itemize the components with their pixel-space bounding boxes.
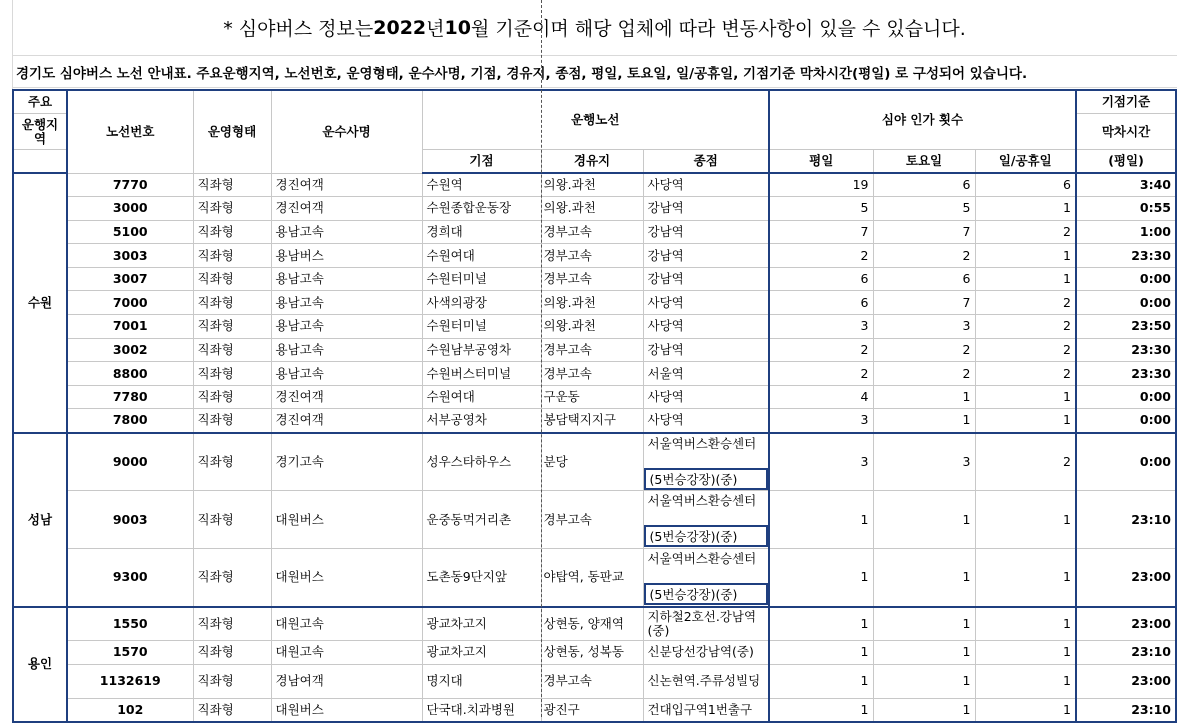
via-point: 경부고속 xyxy=(541,491,643,549)
operation-type: 직좌형 xyxy=(193,385,271,409)
company-name: 경진여객 xyxy=(271,197,422,221)
via-point: 경부고속 xyxy=(541,338,643,362)
operation-type: 직좌형 xyxy=(193,267,271,291)
saturday-count: 1 xyxy=(873,409,975,433)
company-name: 용남고속 xyxy=(271,220,422,244)
holiday-count: 1 xyxy=(975,549,1076,607)
route-number: 9000 xyxy=(67,433,193,491)
operation-type: 직좌형 xyxy=(193,291,271,315)
company-name: 대원버스 xyxy=(271,549,422,607)
company-name: 경진여객 xyxy=(271,385,422,409)
saturday-count: 1 xyxy=(873,607,975,641)
table-row xyxy=(13,409,1176,433)
weekday-count: 5 xyxy=(769,197,873,221)
route-number: 7800 xyxy=(67,409,193,433)
saturday-count: 2 xyxy=(873,338,975,362)
start-point: 수원종합운동장 xyxy=(422,197,541,221)
last-bus-time: 1:00 xyxy=(1076,220,1176,244)
header-holiday: 일/공휴일 xyxy=(975,150,1076,174)
end-point-platform: (5번승강장)(중) xyxy=(644,525,769,547)
operation-type: 직좌형 xyxy=(193,315,271,339)
via-point: 광진구 xyxy=(541,698,643,722)
via-point: 경부고속 xyxy=(541,362,643,386)
company-name: 대원고속 xyxy=(271,641,422,665)
saturday-count: 5 xyxy=(873,197,975,221)
via-point: 의왕.과천 xyxy=(541,315,643,339)
table-row xyxy=(13,173,1176,197)
weekday-count: 4 xyxy=(769,385,873,409)
start-point: 수원터미널 xyxy=(422,315,541,339)
weekday-count: 6 xyxy=(769,267,873,291)
route-number: 7770 xyxy=(67,173,193,197)
company-name: 경진여객 xyxy=(271,173,422,197)
holiday-count: 1 xyxy=(975,197,1076,221)
holiday-count: 1 xyxy=(975,385,1076,409)
table-row xyxy=(13,197,1176,221)
table-row xyxy=(13,491,1176,549)
table-row xyxy=(13,338,1176,362)
end-point: 강남역 xyxy=(643,267,769,291)
saturday-count: 2 xyxy=(873,244,975,268)
operation-type: 직좌형 xyxy=(193,433,271,491)
weekday-count: 1 xyxy=(769,641,873,665)
last-bus-time: 23:10 xyxy=(1076,641,1176,665)
region-cell: 성남 xyxy=(13,433,67,607)
table-row xyxy=(13,362,1176,386)
weekday-count: 19 xyxy=(769,173,873,197)
operation-type: 직좌형 xyxy=(193,664,271,698)
holiday-count: 2 xyxy=(975,433,1076,491)
holiday-count: 1 xyxy=(975,244,1076,268)
via-point: 상현동, 양재역 xyxy=(541,607,643,641)
weekday-count: 1 xyxy=(769,549,873,607)
weekday-count: 7 xyxy=(769,220,873,244)
holiday-count: 6 xyxy=(975,173,1076,197)
last-bus-time: 0:00 xyxy=(1076,385,1176,409)
end-point xyxy=(643,433,769,491)
via-point: 경부고속 xyxy=(541,267,643,291)
company-name: 경진여객 xyxy=(271,409,422,433)
end-point: 사당역 xyxy=(643,409,769,433)
holiday-count: 1 xyxy=(975,664,1076,698)
operation-type: 직좌형 xyxy=(193,362,271,386)
last-bus-time: 0:00 xyxy=(1076,433,1176,491)
notice-prefix: * 심야버스 정보는 xyxy=(223,18,374,40)
route-number: 3007 xyxy=(67,267,193,291)
header-company: 운수사명 xyxy=(271,90,422,173)
holiday-count: 2 xyxy=(975,315,1076,339)
weekday-count: 2 xyxy=(769,362,873,386)
header-last-mid: 막차시간 xyxy=(1076,114,1176,150)
holiday-count: 2 xyxy=(975,338,1076,362)
via-point: 야탑역, 동판교 xyxy=(541,549,643,607)
header-op-type: 운영형태 xyxy=(193,90,271,173)
weekday-count: 2 xyxy=(769,338,873,362)
via-point: 경부고속 xyxy=(541,664,643,698)
start-point: 수원역 xyxy=(422,173,541,197)
holiday-count: 1 xyxy=(975,267,1076,291)
start-point: 수원터미널 xyxy=(422,267,541,291)
route-number: 3002 xyxy=(67,338,193,362)
company-name: 대원버스 xyxy=(271,698,422,722)
via-point: 의왕.과천 xyxy=(541,173,643,197)
table-row xyxy=(13,641,1176,665)
end-point: 건대입구역1번출구 xyxy=(643,698,769,722)
via-point: 의왕.과천 xyxy=(541,197,643,221)
header-last-top: 기점기준 xyxy=(1076,90,1176,114)
last-bus-time: 0:55 xyxy=(1076,197,1176,221)
saturday-count: 7 xyxy=(873,291,975,315)
end-point: 사당역 xyxy=(643,385,769,409)
header-route: 운행노선 xyxy=(422,90,769,150)
table-row xyxy=(13,607,1176,641)
start-point: 광교차고지 xyxy=(422,607,541,641)
header-region: 운행지역 xyxy=(13,114,67,150)
start-point: 명지대 xyxy=(422,664,541,698)
operation-type: 직좌형 xyxy=(193,244,271,268)
last-bus-time: 0:00 xyxy=(1076,409,1176,433)
start-point: 광교차고지 xyxy=(422,641,541,665)
end-point: 사당역 xyxy=(643,291,769,315)
last-bus-time: 23:10 xyxy=(1076,491,1176,549)
start-point: 성우스타하우스 xyxy=(422,433,541,491)
saturday-count: 6 xyxy=(873,267,975,291)
operation-type: 직좌형 xyxy=(193,338,271,362)
last-bus-time: 23:30 xyxy=(1076,362,1176,386)
weekday-count: 6 xyxy=(769,291,873,315)
holiday-count: 1 xyxy=(975,607,1076,641)
holiday-count: 2 xyxy=(975,291,1076,315)
saturday-count: 2 xyxy=(873,362,975,386)
start-point: 수원남부공영차 xyxy=(422,338,541,362)
last-bus-time: 23:10 xyxy=(1076,698,1176,722)
last-bus-time: 23:50 xyxy=(1076,315,1176,339)
end-point-main: 서울역버스환승센터 xyxy=(647,435,757,451)
operation-type: 직좌형 xyxy=(193,698,271,722)
page-break-line xyxy=(541,0,542,717)
end-point: 강남역 xyxy=(643,197,769,221)
company-name: 용남버스 xyxy=(271,244,422,268)
weekday-count: 1 xyxy=(769,698,873,722)
start-point: 사색의광장 xyxy=(422,291,541,315)
weekday-count: 1 xyxy=(769,607,873,641)
table-row xyxy=(13,433,1176,491)
operation-type: 직좌형 xyxy=(193,491,271,549)
end-point: 사당역 xyxy=(643,173,769,197)
end-point: 지하철2호선.강남역(중) xyxy=(643,607,769,641)
end-point: 강남역 xyxy=(643,220,769,244)
region-cell: 수원 xyxy=(13,173,67,433)
operation-type: 직좌형 xyxy=(193,549,271,607)
header-region-bottom xyxy=(13,150,67,174)
operation-type: 직좌형 xyxy=(193,409,271,433)
operation-type: 직좌형 xyxy=(193,173,271,197)
table-row xyxy=(13,549,1176,607)
saturday-count: 1 xyxy=(873,664,975,698)
region-cell: 용인 xyxy=(13,607,67,722)
start-point: 수원버스터미널 xyxy=(422,362,541,386)
last-bus-time: 23:30 xyxy=(1076,338,1176,362)
saturday-count: 6 xyxy=(873,173,975,197)
via-point: 상현동, 성복동 xyxy=(541,641,643,665)
last-bus-time: 23:00 xyxy=(1076,549,1176,607)
table-row xyxy=(13,267,1176,291)
last-bus-time: 0:00 xyxy=(1076,267,1176,291)
end-point: 강남역 xyxy=(643,338,769,362)
header-start: 기점 xyxy=(422,150,541,174)
start-point: 수원여대 xyxy=(422,385,541,409)
weekday-count: 3 xyxy=(769,409,873,433)
night-bus-table xyxy=(12,89,1177,723)
weekday-count: 1 xyxy=(769,664,873,698)
holiday-count: 2 xyxy=(975,362,1076,386)
header-via: 경유지 xyxy=(541,150,643,174)
company-name: 경기고속 xyxy=(271,433,422,491)
company-name: 경남여객 xyxy=(271,664,422,698)
route-number: 8800 xyxy=(67,362,193,386)
via-point: 경부고속 xyxy=(541,220,643,244)
route-number: 3000 xyxy=(67,197,193,221)
operation-type: 직좌형 xyxy=(193,641,271,665)
table-row xyxy=(13,220,1176,244)
notice-banner xyxy=(12,0,1177,56)
operation-type: 직좌형 xyxy=(193,197,271,221)
operation-type: 직좌형 xyxy=(193,607,271,641)
header-route-no: 노선번호 xyxy=(67,90,193,173)
last-bus-time: 23:30 xyxy=(1076,244,1176,268)
table-row xyxy=(13,315,1176,339)
saturday-count: 1 xyxy=(873,549,975,607)
table-row xyxy=(13,244,1176,268)
via-point: 경부고속 xyxy=(541,244,643,268)
saturday-count: 3 xyxy=(873,315,975,339)
via-point: 구운동 xyxy=(541,385,643,409)
route-number: 5100 xyxy=(67,220,193,244)
header-region-top: 주요 xyxy=(13,90,67,114)
end-point: 강남역 xyxy=(643,244,769,268)
holiday-count: 1 xyxy=(975,409,1076,433)
table-row xyxy=(13,664,1176,698)
saturday-count: 7 xyxy=(873,220,975,244)
header-weekday: 평일 xyxy=(769,150,873,174)
header-counts: 심야 인가 횟수 xyxy=(769,90,1076,150)
start-point: 도촌동9단지앞 xyxy=(422,549,541,607)
last-bus-time: 3:40 xyxy=(1076,173,1176,197)
company-name: 용남고속 xyxy=(271,291,422,315)
notice-suffix: 월 기준이며 해당 업체에 따라 변동사항이 있을 수 있습니다. xyxy=(470,18,966,40)
end-point-platform: (5번승강장)(중) xyxy=(644,583,769,605)
saturday-count: 3 xyxy=(873,433,975,491)
route-number: 102 xyxy=(67,698,193,722)
table-description: 경기도 심야버스 노선 안내표. 주요운행지역, 노선번호, 운영형태, 운수사명, 기점, 경유지, 종점, 평일, 토요일, 일/공휴일, 기점기준 막차시간(평일) 로 구성되어 있습니다. xyxy=(12,56,1177,88)
via-point: 의왕.과천 xyxy=(541,291,643,315)
holiday-count: 1 xyxy=(975,698,1076,722)
company-name: 용남고속 xyxy=(271,267,422,291)
holiday-count: 2 xyxy=(975,220,1076,244)
route-number: 9300 xyxy=(67,549,193,607)
route-number: 1550 xyxy=(67,607,193,641)
route-number: 7001 xyxy=(67,315,193,339)
end-point: 사당역 xyxy=(643,315,769,339)
route-number: 9003 xyxy=(67,491,193,549)
route-number: 1132619 xyxy=(67,664,193,698)
header-saturday: 토요일 xyxy=(873,150,975,174)
route-number: 7780 xyxy=(67,385,193,409)
company-name: 용남고속 xyxy=(271,315,422,339)
route-number: 7000 xyxy=(67,291,193,315)
route-number: 1570 xyxy=(67,641,193,665)
weekday-count: 3 xyxy=(769,315,873,339)
header-last-bottom: (평일) xyxy=(1076,150,1176,174)
saturday-count: 1 xyxy=(873,641,975,665)
start-point: 경희대 xyxy=(422,220,541,244)
via-point: 봉담택지지구 xyxy=(541,409,643,433)
start-point: 수원여대 xyxy=(422,244,541,268)
end-point-main: 서울역버스환승센터 xyxy=(647,551,757,567)
last-bus-time: 23:00 xyxy=(1076,607,1176,641)
start-point: 서부공영차 xyxy=(422,409,541,433)
table-row xyxy=(13,291,1176,315)
notice-mid: 년 xyxy=(426,18,445,40)
header-end: 종점 xyxy=(643,150,769,174)
end-point xyxy=(643,491,769,549)
start-point: 운중동먹거리촌 xyxy=(422,491,541,549)
last-bus-time: 23:00 xyxy=(1076,664,1176,698)
end-point: 서울역 xyxy=(643,362,769,386)
company-name: 대원버스 xyxy=(271,491,422,549)
end-point-main: 서울역버스환승센터 xyxy=(647,493,757,509)
end-point: 신분당선강남역(중) xyxy=(643,641,769,665)
holiday-count: 1 xyxy=(975,641,1076,665)
end-point xyxy=(643,549,769,607)
holiday-count: 1 xyxy=(975,491,1076,549)
saturday-count: 1 xyxy=(873,698,975,722)
operation-type: 직좌형 xyxy=(193,220,271,244)
company-name: 용남고속 xyxy=(271,338,422,362)
table-row xyxy=(13,385,1176,409)
weekday-count: 2 xyxy=(769,244,873,268)
end-point-platform: (5번승강장)(중) xyxy=(644,468,769,490)
saturday-count: 1 xyxy=(873,385,975,409)
end-point: 신논현역.주류성빌딩 xyxy=(643,664,769,698)
weekday-count: 1 xyxy=(769,491,873,549)
notice-month: 10 xyxy=(444,16,471,39)
saturday-count: 1 xyxy=(873,491,975,549)
weekday-count: 3 xyxy=(769,433,873,491)
route-number: 3003 xyxy=(67,244,193,268)
last-bus-time: 0:00 xyxy=(1076,291,1176,315)
start-point: 단국대.치과병원 xyxy=(422,698,541,722)
notice-year: 2022 xyxy=(373,16,427,39)
via-point: 분당 xyxy=(541,433,643,491)
company-name: 용남고속 xyxy=(271,362,422,386)
company-name: 대원고속 xyxy=(271,607,422,641)
table-row xyxy=(13,698,1176,722)
